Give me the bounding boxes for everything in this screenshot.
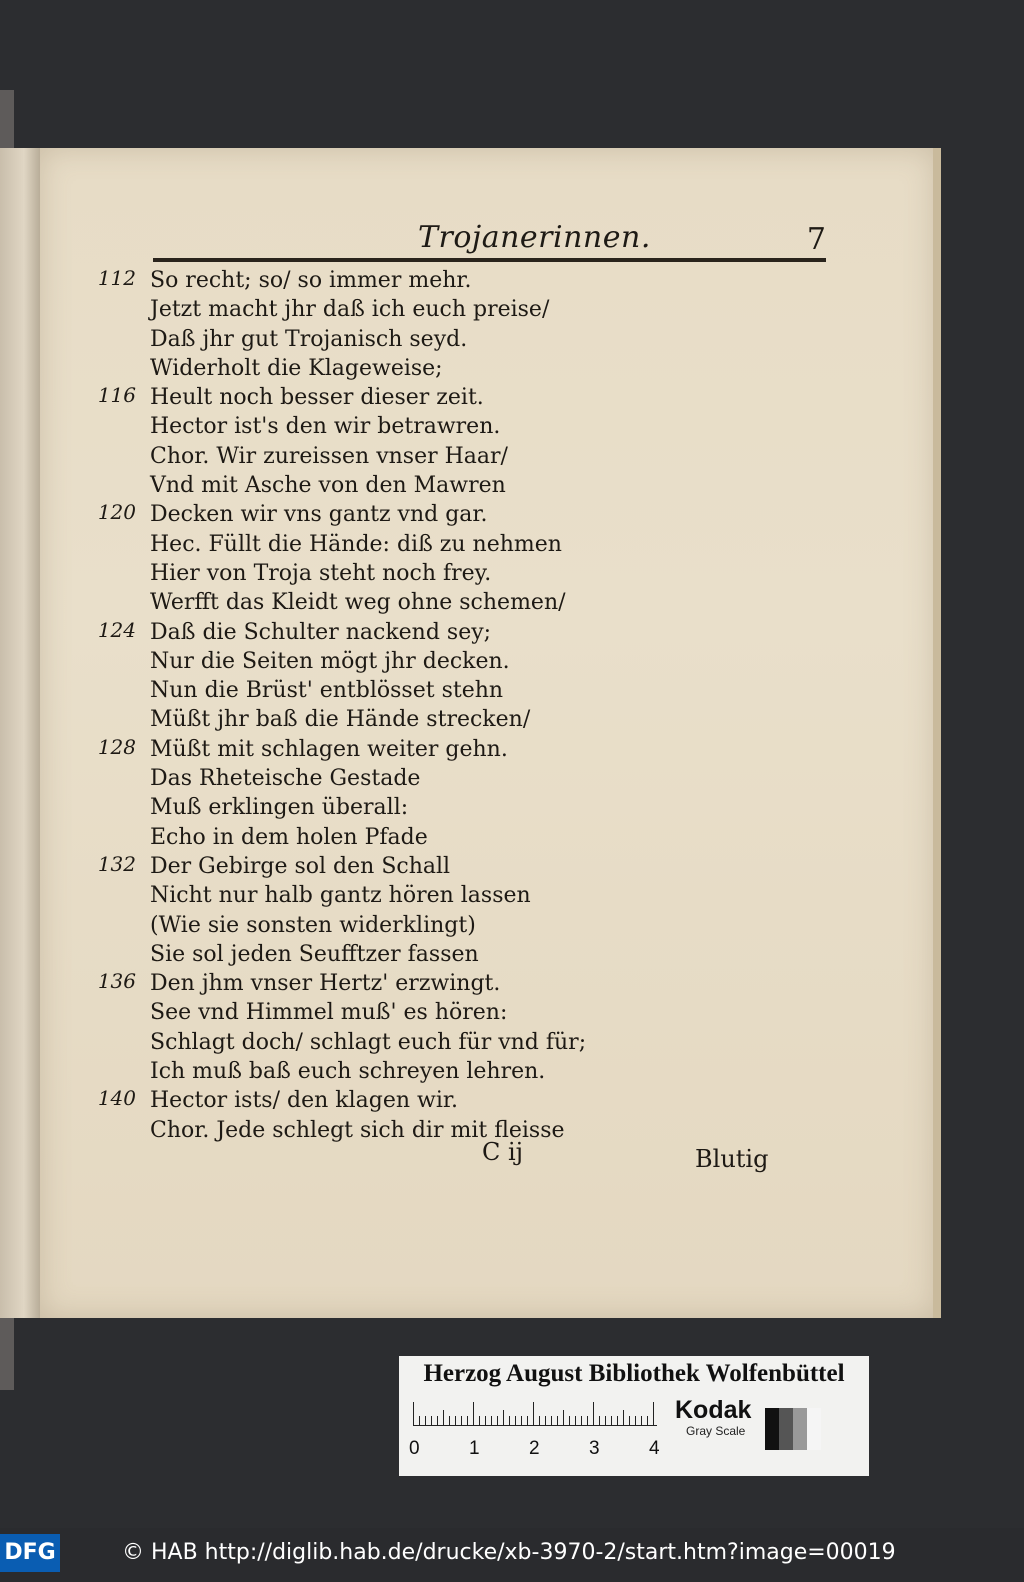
library-color-target [399, 1356, 869, 1476]
dfg-logo: DFG [0, 1534, 60, 1572]
verse-text: Muß erklingen überall: [150, 795, 409, 821]
ruler-tick [641, 1416, 642, 1426]
verse-number: 128 [97, 734, 136, 759]
running-title: Trojanerinnen. [418, 220, 651, 255]
verse-text: Chor. Jede schlegt sich dir mit fleisse [150, 1117, 565, 1143]
ruler-tick [521, 1416, 522, 1426]
verse-line [88, 1057, 628, 1086]
ruler-tick [653, 1402, 654, 1426]
verse-text: Ich muß baß euch schreyen lehren. [150, 1059, 546, 1085]
ruler-tick [443, 1410, 444, 1426]
verse-line [88, 705, 628, 734]
ruler-tick [527, 1416, 528, 1426]
ruler-tick [455, 1416, 456, 1426]
header-rule [153, 258, 826, 262]
verse-line [88, 1116, 628, 1145]
ruler-tick [593, 1402, 594, 1426]
verse-number: 124 [97, 617, 136, 642]
verse-line [88, 354, 628, 383]
verse-text: Den jhm vnser Hertz' erzwingt. [150, 971, 501, 997]
verse-line [88, 911, 628, 940]
verse-line [88, 735, 628, 764]
verse-line [88, 295, 628, 324]
verse-line [88, 325, 628, 354]
ruler-tick [647, 1416, 648, 1426]
verse-text: Werfft das Kleidt weg ohne schemen/ [150, 590, 566, 616]
verse-text: So recht; so/ so immer mehr. [150, 268, 472, 293]
ruler-tick [497, 1416, 498, 1426]
verse-line [88, 1028, 628, 1057]
ruler-tick [467, 1416, 468, 1426]
ruler-tick [461, 1416, 462, 1426]
ruler-tick [563, 1410, 564, 1426]
verse-text: Jetzt macht jhr daß ich euch preise/ [150, 297, 550, 323]
verse-line [88, 442, 628, 471]
ruler-tick [551, 1416, 552, 1426]
verse-block [88, 266, 628, 1145]
verse-line [88, 940, 628, 969]
ruler-tick [479, 1416, 480, 1426]
verse-number: 120 [97, 500, 136, 525]
verse-line [88, 676, 628, 705]
verse-line [88, 530, 628, 559]
page-edge [933, 148, 941, 1318]
verse-text: Decken wir vns gantz vnd gar. [150, 502, 488, 528]
verse-text: Müßt mit schlagen weiter gehn. [150, 736, 508, 762]
ruler-tick [605, 1416, 606, 1426]
verse-text: Echo in dem holen Pfade [150, 824, 428, 850]
ruler-tick [635, 1416, 636, 1426]
gray-swatch [807, 1408, 821, 1450]
gray-scale-label: Gray Scale [686, 1424, 746, 1438]
verse-text: Nun die Brüst' entblösset stehn [150, 678, 504, 704]
verse-text: Sie sol jeden Seufftzer fassen [150, 941, 479, 967]
ruler-tick [413, 1402, 414, 1426]
ruler-tick [425, 1416, 426, 1426]
ruler-tick [449, 1416, 450, 1426]
verse-line [88, 559, 628, 588]
verse-number: 140 [97, 1086, 136, 1111]
ruler-tick [437, 1416, 438, 1426]
verse-number: 132 [97, 851, 136, 876]
verse-text: Nicht nur halb gantz hören lassen [150, 883, 531, 909]
verse-line [88, 969, 628, 998]
viewer-footer [0, 1528, 1024, 1582]
ruler-number: 3 [589, 1438, 600, 1459]
ruler-tick [623, 1410, 624, 1426]
verse-text: (Wie sie sonsten widerklingt) [150, 912, 476, 938]
ruler-number: 2 [529, 1438, 540, 1459]
verse-number: 136 [97, 969, 136, 994]
verse-text: Daß die Schulter nackend sey; [150, 619, 492, 645]
verse-text: Das Rheteische Gestade [150, 766, 421, 792]
page-header [153, 220, 826, 260]
verse-line [88, 588, 628, 617]
ruler-number: 1 [469, 1438, 480, 1459]
verse-text: Chor. Wir zureissen vnser Haar/ [150, 443, 508, 469]
ruler-tick [617, 1416, 618, 1426]
page-number: 7 [806, 222, 826, 257]
verse-text: Hector ist's den wir betrawren. [150, 414, 501, 440]
ruler-tick [575, 1416, 576, 1426]
verse-number: 116 [97, 383, 136, 408]
verse-text: Hier von Troja steht noch frey. [150, 560, 492, 586]
verse-text: Müßt jhr baß die Hände strecken/ [150, 707, 531, 733]
verse-line [88, 412, 628, 441]
verse-text: Nur die Seiten mögt jhr decken. [150, 648, 510, 674]
verse-text: Vnd mit Asche von den Mawren [150, 473, 506, 499]
ruler-tick [533, 1402, 534, 1426]
verse-text: Hec. Füllt die Hände: diß zu nehmen [150, 531, 562, 557]
signature-mark: C ij [482, 1138, 524, 1166]
verse-text: Schlagt doch/ schlagt euch für vnd für; [150, 1029, 587, 1055]
verse-line [88, 266, 628, 295]
verse-line [88, 647, 628, 676]
ruler-tick [473, 1402, 474, 1426]
ruler-number: 0 [409, 1438, 420, 1459]
ruler-tick [503, 1410, 504, 1426]
ruler-tick [581, 1416, 582, 1426]
verse-line [88, 852, 628, 881]
verse-line [88, 764, 628, 793]
ruler-tick [431, 1416, 432, 1426]
ruler-tick [611, 1416, 612, 1426]
ruler-tick [629, 1416, 630, 1426]
verse-line [88, 471, 628, 500]
book-page [40, 148, 935, 1318]
ruler-tick [569, 1416, 570, 1426]
ruler-tick [419, 1416, 420, 1426]
catchword: Blutig [695, 1145, 769, 1173]
facing-page-edge [0, 148, 40, 1318]
kodak-logo: Kodak [675, 1396, 752, 1424]
ruler-tick [557, 1416, 558, 1426]
verse-text: Widerholt die Klageweise; [150, 355, 443, 381]
ruler-tick [485, 1416, 486, 1426]
ruler-tick [491, 1416, 492, 1426]
verse-line [88, 383, 628, 412]
gray-swatch [765, 1408, 779, 1450]
verse-text: Hector ists/ den klagen wir. [150, 1088, 458, 1114]
verse-line [88, 1086, 628, 1115]
ruler-tick [545, 1416, 546, 1426]
scale-ruler [413, 1402, 657, 1426]
copyright-link[interactable]: © HAB http://diglib.hab.de/drucke/xb-3970-2/start.htm?image=00019 [122, 1540, 896, 1565]
gray-swatch [779, 1408, 793, 1450]
verse-line [88, 500, 628, 529]
gray-swatches [765, 1408, 821, 1450]
ruler-tick [509, 1416, 510, 1426]
ruler-tick [515, 1416, 516, 1426]
ruler-tick [539, 1416, 540, 1426]
verse-line [88, 793, 628, 822]
verse-line [88, 998, 628, 1027]
verse-line [88, 881, 628, 910]
gray-swatch [793, 1408, 807, 1450]
verse-line [88, 618, 628, 647]
verse-text: Daß jhr gut Trojanisch seyd. [150, 326, 468, 352]
verse-text: See vnd Himmel muß' es hören: [150, 1000, 508, 1026]
ruler-number: 4 [649, 1438, 660, 1459]
verse-number: 112 [97, 266, 136, 290]
verse-line [88, 823, 628, 852]
ruler-tick [587, 1416, 588, 1426]
library-name: Herzog August Bibliothek Wolfenbüttel [423, 1360, 845, 1387]
verse-text: Der Gebirge sol den Schall [150, 853, 451, 879]
verse-text: Heult noch besser dieser zeit. [150, 385, 484, 411]
ruler-tick [599, 1416, 600, 1426]
